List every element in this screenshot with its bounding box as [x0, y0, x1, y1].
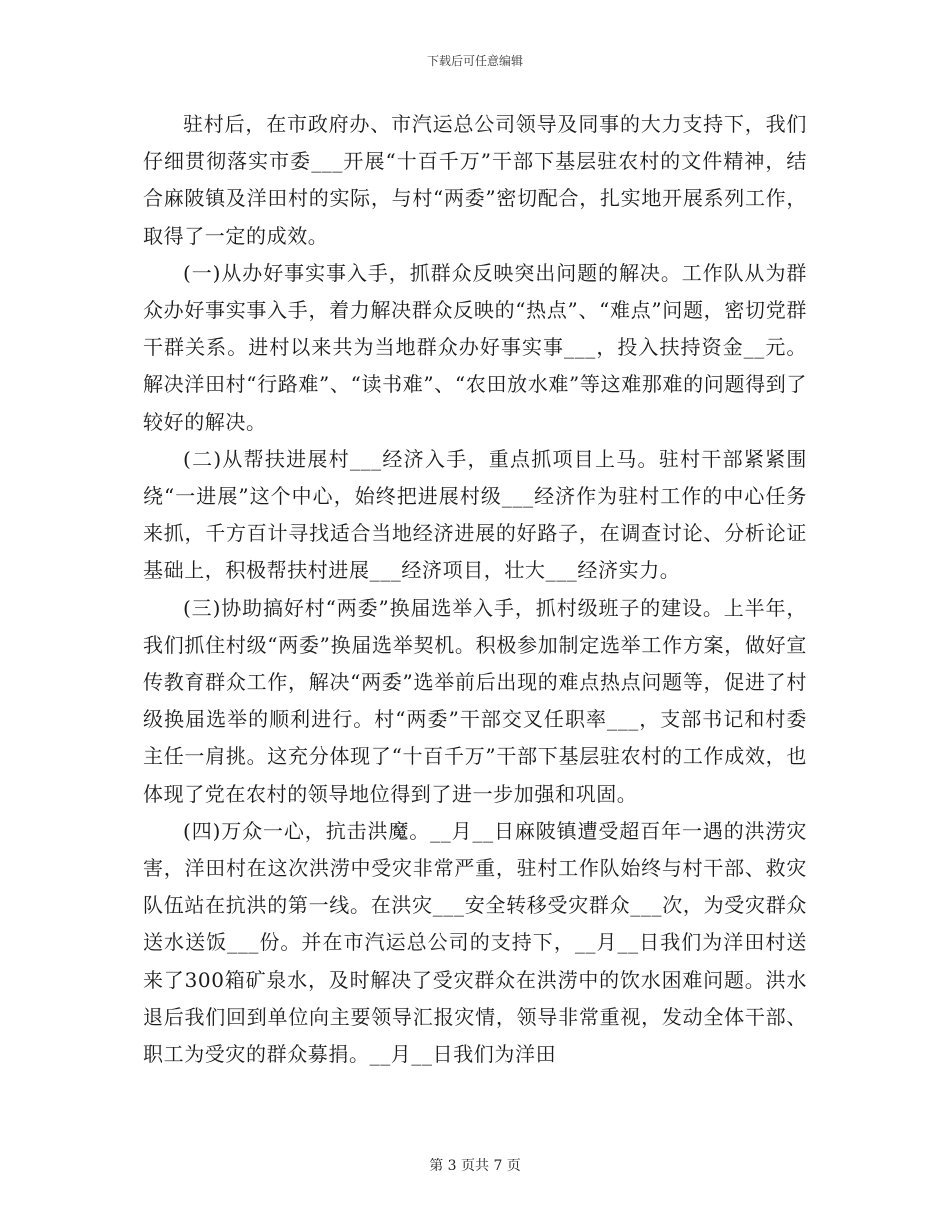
paragraph-section-2: (二)从帮扶进展村___经济入手，重点抓项目上马。驻村干部紧紧围绕“一进展”这个中心，始终把进展村级___经济作为驻村工作的中心任务来抓，千方百计寻找适合当地经济进展的好路子，在调查讨论、分析论证基础上，积极帮扶村进展___经济项目，壮大___经济实力。 — [143, 446, 807, 583]
page-header-note: 下载后可任意编辑 — [426, 54, 523, 68]
paragraph-section-1: (一)从办好事实事入手，抓群众反映突出问题的解决。工作队从为群众办好事实事入手，着力解决群众反映的“热点”、“难点”问题，密切党群干群关系。进村以来共为当地群众办好事实事___，投入扶持资金__元。解决洋田村“行路难”、“读书难”、“农田放水难”等这难那难的问题得到了较好的解决。 — [143, 260, 807, 434]
paragraph-intro: 驻村后，在市政府办、市汽运总公司领导及同事的大力支持下，我们仔细贯彻落实市委___开展“十百千万”干部下基层驻农村的文件精神，结合麻陂镇及洋田村的实际，与村“两委”密切配合，扎实地开展系列工作，取得了一定的成效。 — [143, 112, 807, 248]
page-number-footer: 第 3 页共 7 页 — [429, 1158, 521, 1174]
document-body — [143, 106, 807, 1073]
paragraph-section-4: (四)万众一心，抗击洪魔。__月__日麻陂镇遭受超百年一遇的洪涝灾害，洋田村在这次洪涝中受灾非常严重，驻村工作队始终与村干部、救灾队伍站在抗洪的第一线。在洪灾___安全转移受灾群众___次，为受灾群众送水送饭___份。并在市汽运总公司的支持下，__月__日我们为洋田村送来了300箱矿泉水，及时解决了受灾群众在洪涝中的饮水困难问题。洪水退后我们回到单位向主要领导汇报灾情，领导非常重视，发动全体干部、职工为受灾的群众募捐。__月__日我们为洋田 — [143, 818, 807, 1067]
paragraph-section-3: (三)协助搞好村“两委”换届选举入手，抓村级班子的建设。上半年，我们抓住村级“两委”换届选举契机。积极参加制定选举工作方案，做好宣传教育群众工作，解决“两委”选举前后出现的难点热点问题等，促进了村级换届选举的顺利进行。村“两委”干部交叉任职率___，支部书记和村委主任一肩挑。这充分体现了“十百千万”干部下基层驻农村的工作成效，也体现了党在农村的领导地位得到了进一步加强和巩固。 — [143, 595, 807, 806]
